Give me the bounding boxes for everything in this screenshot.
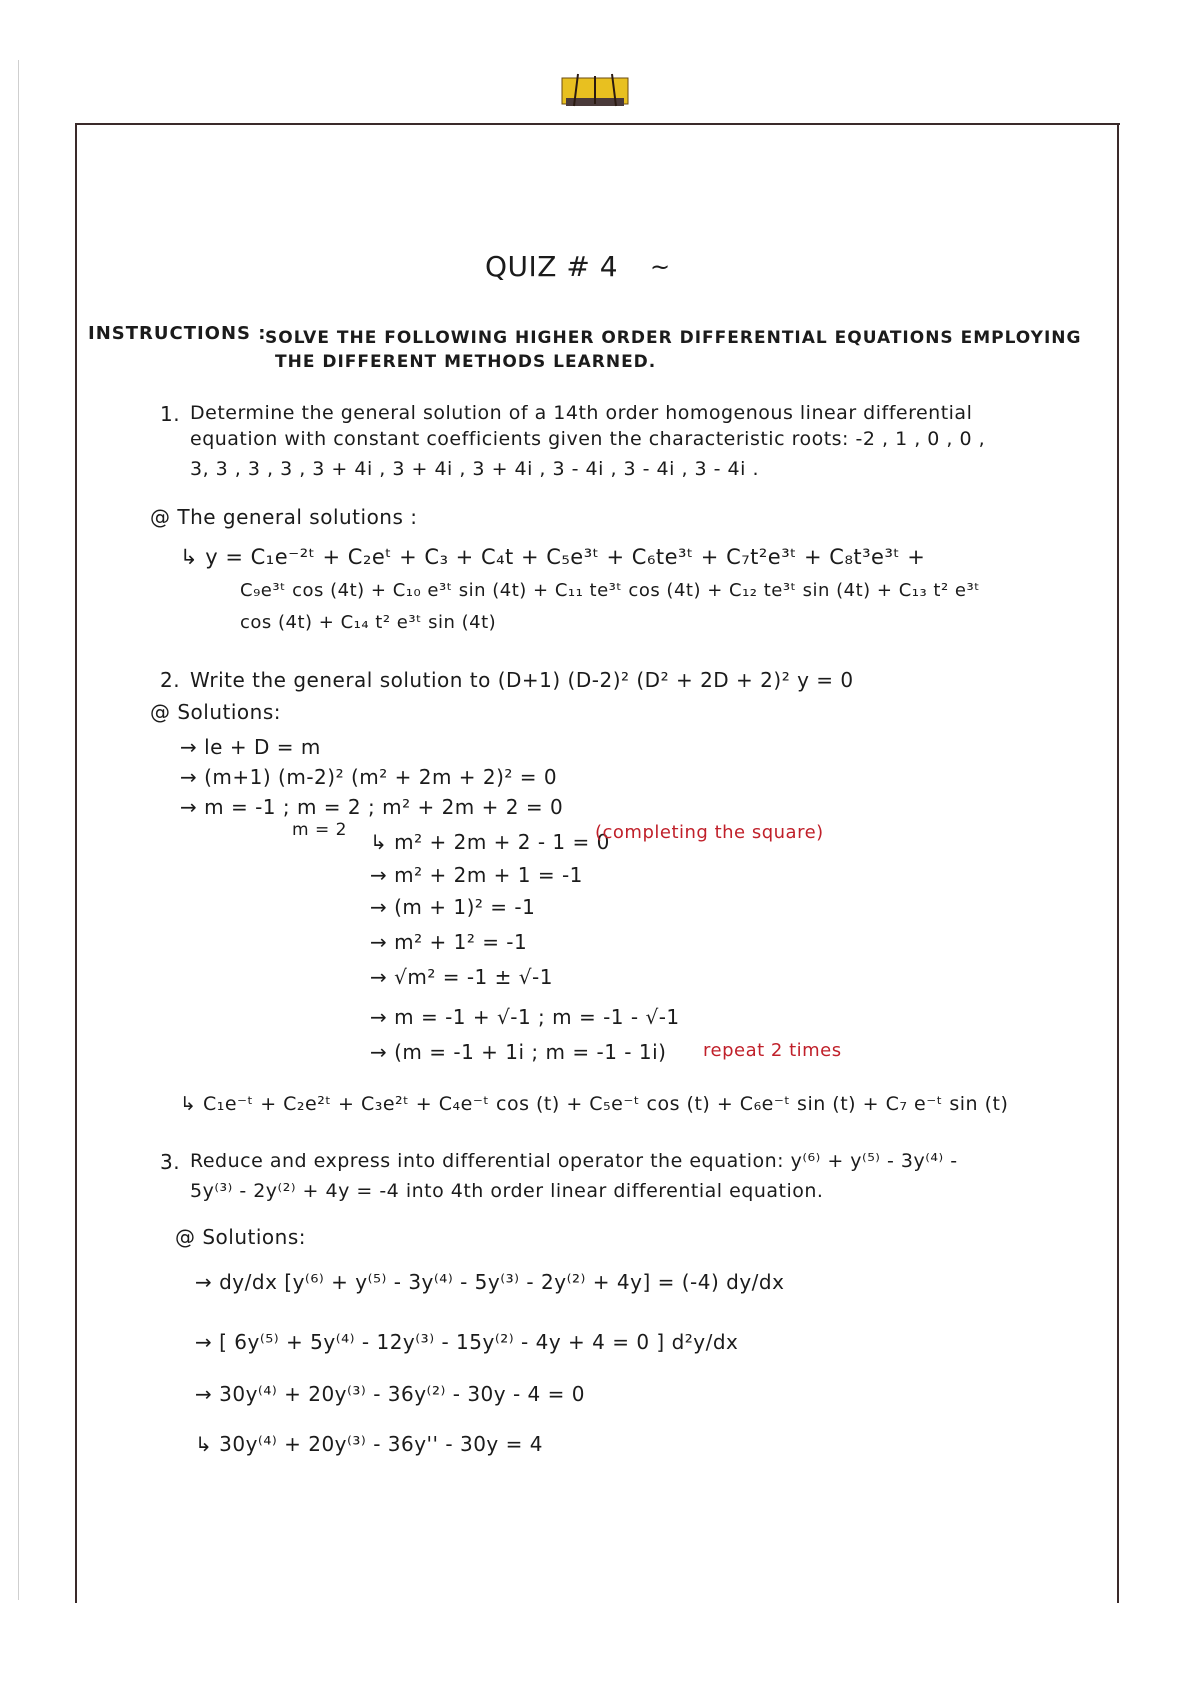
problem2-step2: → (m+1) (m-2)² (m² + 2m + 2)² = 0 [180,765,558,789]
problem2-step5: ↳ m² + 2m + 2 - 1 = 0 [370,830,610,854]
instructions-line2: THE DIFFERENT METHODS LEARNED. [275,352,657,372]
problem2-question: Write the general solution to (D+1) (D-2)² (D² + 2D + 2)² y = 0 [190,668,854,692]
problem1-question-line2: equation with constant coefficients given the characteristic roots: -2 , 1 , 0 , 0 , [190,428,986,450]
problem2-step1: → le + D = m [180,735,321,759]
problem1-solution-line1: ↳ y = C₁e⁻²ᵗ + C₂eᵗ + C₃ + C₄t + C₅e³ᵗ + C₆te³ᵗ + C₇t²e³ᵗ + C₈t³e³ᵗ + [180,545,926,569]
problem1-solution-heading: @ The general solutions : [150,505,418,529]
problem2-step8: → m² + 1² = -1 [370,930,528,954]
problem2-step4: m = 2 [292,820,347,840]
problem3-solution-heading: @ Solutions: [175,1225,306,1249]
problem1-question-line1: Determine the general solution of a 14th order homogenous linear differential [190,402,973,424]
problem2-step11-note: repeat 2 times [703,1040,842,1061]
problem2-step10: → m = -1 + √-1 ; m = -1 - √-1 [370,1005,680,1029]
problem3-question-line1: Reduce and express into differential operator the equation: y⁽⁶⁾ + y⁽⁵⁾ - 3y⁽⁴⁾ - [190,1150,958,1172]
problem2-number: 2. [160,668,181,692]
problem2-step7: → (m + 1)² = -1 [370,895,536,919]
problem3-step1: → dy/dx [y⁽⁶⁾ + y⁽⁵⁾ - 3y⁽⁴⁾ - 5y⁽³⁾ - 2y⁽²⁾ + 4y] = (-4) dy/dx [195,1270,785,1294]
problem3-step2: → [ 6y⁽⁵⁾ + 5y⁽⁴⁾ - 12y⁽³⁾ - 15y⁽²⁾ - 4y + 4 = 0 ] d²y/dx [195,1330,739,1354]
problem1-question-line3: 3, 3 , 3 , 3 , 3 + 4i , 3 + 4i , 3 + 4i , 3 - 4i , 3 - 4i , 3 - 4i . [190,458,759,480]
problem1-number: 1. [160,402,181,426]
problem1-solution-line2: C₉e³ᵗ cos (4t) + C₁₀ e³ᵗ sin (4t) + C₁₁ te³ᵗ cos (4t) + C₁₂ te³ᵗ sin (4t) + C₁₃ t² e³ᵗ [240,580,981,601]
problem3-step4: ↳ 30y⁽⁴⁾ + 20y⁽³⁾ - 36y'' - 30y = 4 [195,1432,543,1456]
left-margin-line [18,60,19,1600]
title-mark: ~ [650,253,671,281]
problem2-step5-note: (completing the square) [595,822,824,843]
problem3-number: 3. [160,1150,181,1174]
problem3-question-line2: 5y⁽³⁾ - 2y⁽²⁾ + 4y = -4 into 4th order linear differential equation. [190,1180,824,1202]
problem2-answer: ↳ C₁e⁻ᵗ + C₂e²ᵗ + C₃e²ᵗ + C₄e⁻ᵗ cos (t) + C₅e⁻ᵗ cos (t) + C₆e⁻ᵗ sin (t) + C₇ e⁻ᵗ sin (t) [180,1093,1009,1115]
frame-top [75,123,1120,125]
frame-right [1117,123,1119,1603]
problem2-step3: → m = -1 ; m = 2 ; m² + 2m + 2 = 0 [180,795,564,819]
instructions-line1: SOLVE THE FOLLOWING HIGHER ORDER DIFFERENTIAL EQUATIONS EMPLOYING [265,328,1082,348]
frame-left [75,123,77,1603]
page-title: QUIZ # 4 [485,250,619,283]
problem2-solution-heading: @ Solutions: [150,700,281,724]
tape-image [560,70,630,110]
problem2-step9: → √m² = -1 ± √-1 [370,965,553,989]
problem2-step6: → m² + 2m + 1 = -1 [370,863,583,887]
instructions-label: INSTRUCTIONS : [88,323,267,344]
problem3-step3: → 30y⁽⁴⁾ + 20y⁽³⁾ - 36y⁽²⁾ - 30y - 4 = 0 [195,1382,585,1406]
problem2-step11: → (m = -1 + 1i ; m = -1 - 1i) [370,1040,667,1064]
problem1-solution-line3: cos (4t) + C₁₄ t² e³ᵗ sin (4t) [240,612,497,633]
